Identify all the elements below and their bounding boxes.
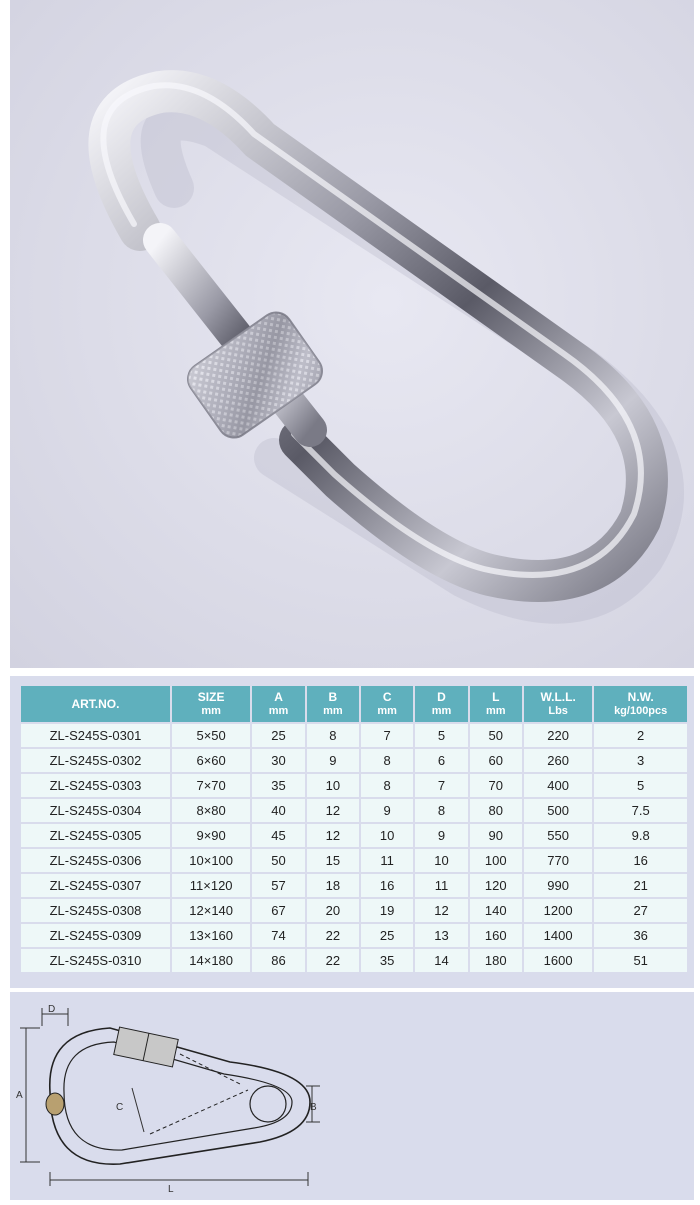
table-cell: 20 xyxy=(307,899,359,922)
label-l: L xyxy=(168,1184,174,1195)
table-cell: 8 xyxy=(361,749,413,772)
table-cell: 100 xyxy=(470,849,522,872)
table-row xyxy=(21,849,687,872)
label-c: C xyxy=(116,1102,124,1113)
table-cell: 12 xyxy=(307,799,359,822)
table-row xyxy=(21,774,687,797)
table-cell: 14 xyxy=(415,949,467,972)
table-cell: 2 xyxy=(594,724,687,747)
table-cell: 10 xyxy=(307,774,359,797)
cell-art-no: ZL-S245S-0304 xyxy=(21,799,170,822)
header-size: SIZE mm xyxy=(172,686,250,722)
label-b: B xyxy=(310,1102,317,1113)
header-d: D mm xyxy=(415,686,467,722)
table-cell: 12 xyxy=(415,899,467,922)
header-l: L mm xyxy=(470,686,522,722)
table-cell: 7 xyxy=(361,724,413,747)
table-cell: 1200 xyxy=(524,899,592,922)
table-cell: 14×180 xyxy=(172,949,250,972)
table-cell: 12 xyxy=(307,824,359,847)
cell-art-no: ZL-S245S-0302 xyxy=(21,749,170,772)
table-cell: 120 xyxy=(470,874,522,897)
table-cell: 1600 xyxy=(524,949,592,972)
dimension-drawing xyxy=(10,992,694,1200)
cell-art-no: ZL-S245S-0301 xyxy=(21,724,170,747)
cell-art-no: ZL-S245S-0309 xyxy=(21,924,170,947)
table-cell: 11×120 xyxy=(172,874,250,897)
table-cell: 15 xyxy=(307,849,359,872)
table-row xyxy=(21,824,687,847)
table-cell: 3 xyxy=(594,749,687,772)
cell-art-no: ZL-S245S-0303 xyxy=(21,774,170,797)
table-row xyxy=(21,949,687,972)
table-cell: 30 xyxy=(252,749,304,772)
table-cell: 400 xyxy=(524,774,592,797)
header-b: B mm xyxy=(307,686,359,722)
table-cell: 12×140 xyxy=(172,899,250,922)
table-row xyxy=(21,874,687,897)
table-cell: 70 xyxy=(470,774,522,797)
table-cell: 50 xyxy=(252,849,304,872)
table-cell: 9.8 xyxy=(594,824,687,847)
table-cell: 36 xyxy=(594,924,687,947)
table-cell: 45 xyxy=(252,824,304,847)
table-cell: 16 xyxy=(594,849,687,872)
table-cell: 22 xyxy=(307,924,359,947)
table-cell: 9 xyxy=(307,749,359,772)
table-cell: 7×70 xyxy=(172,774,250,797)
table-cell: 27 xyxy=(594,899,687,922)
table-cell: 13×160 xyxy=(172,924,250,947)
table-cell: 180 xyxy=(470,949,522,972)
table-header-row xyxy=(21,686,687,722)
table-cell: 6×60 xyxy=(172,749,250,772)
table-cell: 9 xyxy=(361,799,413,822)
table-cell: 35 xyxy=(361,949,413,972)
table-cell: 40 xyxy=(252,799,304,822)
table-cell: 7 xyxy=(415,774,467,797)
table-cell: 220 xyxy=(524,724,592,747)
table-cell: 5 xyxy=(594,774,687,797)
table-cell: 35 xyxy=(252,774,304,797)
table-cell: 500 xyxy=(524,799,592,822)
table-cell: 260 xyxy=(524,749,592,772)
table-cell: 22 xyxy=(307,949,359,972)
table-row xyxy=(21,749,687,772)
table-cell: 7.5 xyxy=(594,799,687,822)
table-cell: 8 xyxy=(415,799,467,822)
table-cell: 60 xyxy=(470,749,522,772)
header-c: C mm xyxy=(361,686,413,722)
table-cell: 16 xyxy=(361,874,413,897)
table-cell: 51 xyxy=(594,949,687,972)
header-art-no: ART.NO. xyxy=(21,686,170,722)
label-a: A xyxy=(16,1090,23,1101)
cell-art-no: ZL-S245S-0306 xyxy=(21,849,170,872)
table-cell: 21 xyxy=(594,874,687,897)
header-wll: W.L.L. Lbs xyxy=(524,686,592,722)
table-cell: 9 xyxy=(415,824,467,847)
table-cell: 160 xyxy=(470,924,522,947)
table-cell: 80 xyxy=(470,799,522,822)
table-cell: 25 xyxy=(361,924,413,947)
table-row xyxy=(21,799,687,822)
label-d: D xyxy=(48,1004,56,1015)
table-cell: 550 xyxy=(524,824,592,847)
table-cell: 6 xyxy=(415,749,467,772)
table-row xyxy=(21,724,687,747)
cell-art-no: ZL-S245S-0307 xyxy=(21,874,170,897)
table-cell: 5 xyxy=(415,724,467,747)
table-cell: 8×80 xyxy=(172,799,250,822)
table-cell: 11 xyxy=(415,874,467,897)
table-cell: 8 xyxy=(361,774,413,797)
cell-art-no: ZL-S245S-0308 xyxy=(21,899,170,922)
table-cell: 13 xyxy=(415,924,467,947)
cell-art-no: ZL-S245S-0310 xyxy=(21,949,170,972)
table-cell: 10 xyxy=(415,849,467,872)
table-cell: 10 xyxy=(361,824,413,847)
table-cell: 25 xyxy=(252,724,304,747)
table-cell: 57 xyxy=(252,874,304,897)
header-a: A mm xyxy=(252,686,304,722)
spec-table xyxy=(19,684,689,974)
table-row xyxy=(21,924,687,947)
table-cell: 74 xyxy=(252,924,304,947)
table-row xyxy=(21,899,687,922)
table-cell: 1400 xyxy=(524,924,592,947)
table-cell: 86 xyxy=(252,949,304,972)
table-cell: 18 xyxy=(307,874,359,897)
table-cell: 11 xyxy=(361,849,413,872)
table-cell: 67 xyxy=(252,899,304,922)
carabiner-image xyxy=(10,0,694,668)
table-cell: 19 xyxy=(361,899,413,922)
table-cell: 50 xyxy=(470,724,522,747)
table-cell: 770 xyxy=(524,849,592,872)
header-nw: N.W. kg/100pcs xyxy=(594,686,687,722)
table-cell: 90 xyxy=(470,824,522,847)
table-cell: 10×100 xyxy=(172,849,250,872)
table-cell: 5×50 xyxy=(172,724,250,747)
cell-art-no: ZL-S245S-0305 xyxy=(21,824,170,847)
dimension-diagram xyxy=(10,992,694,1200)
spec-table-panel xyxy=(10,676,694,988)
table-cell: 9×90 xyxy=(172,824,250,847)
table-cell: 140 xyxy=(470,899,522,922)
product-photo xyxy=(10,0,694,668)
table-cell: 990 xyxy=(524,874,592,897)
table-cell: 8 xyxy=(307,724,359,747)
